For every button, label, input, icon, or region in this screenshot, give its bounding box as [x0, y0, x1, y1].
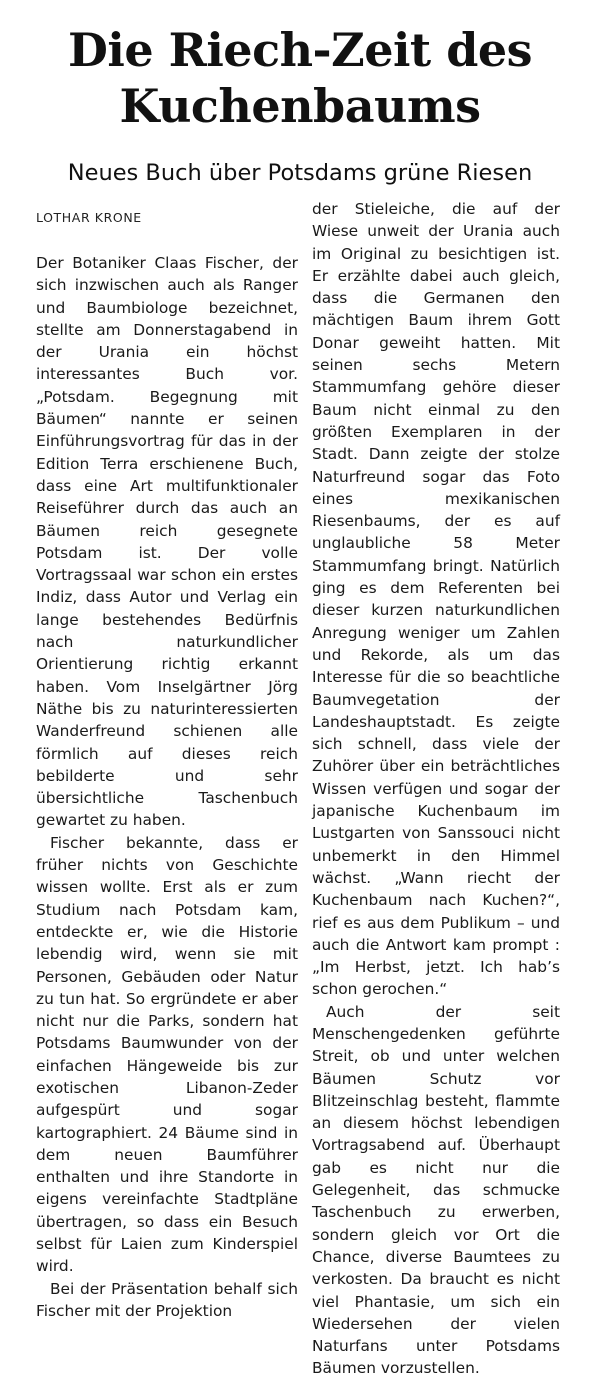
- paragraph: der Stieleiche, die auf der Wiese unweit der Urania auch im Original zu besichtigen ist. Er erzählte dabei auch gleich, dass die Germanen den mächtigen Baum ihrem Gott Donar geweiht hatten. Mit seinen sechs Metern Stammumfang gehöre dieser Baum nicht einmal zu den größten Exemplaren in der Stadt. Dann zeigte der stolze Naturfreund sogar das Foto eines mexikanischen Riesenbaums, der es auf unglaubliche 58 Meter Stammumfang bringt. Natürlich ging es dem Referenten bei dieser kurzen naturkundlichen Anregung weniger um Zahlen und Rekorde, als um das Interesse für die so beachtliche Baumvegetation der Landeshauptstadt. Es zeigte sich schnell, dass viele der Zuhörer über ein beträchtliches Wissen verfügen und sogar der japanische Kuchenbaum im Lustgarten von Sanssouci nicht unbemerkt in den Himmel wächst. „Wann riecht der Kuchenbaum nach Kuchen?“, rief es aus dem Publikum – und auch die Antwort kam prompt : „Im Herbst, jetzt. Ich hab’s schon gerochen.“: [312, 200, 560, 999]
- paragraph: Der Botaniker Claas Fischer, der sich inzwischen auch als Ranger und Baumbiologe bezeichnet, stellte am Donnerstagabend in der Urania ein höchst interessantes Buch vor. „Potsdam. Begegnung mit Bäumen“ nannte er seinen Einführungsvortrag für das in der Edition Terra erschienene Buch, dass eine Art multifunktionaler Reiseführer durch das auch an Bäumen reich gesegnete Potsdam ist. Der volle Vortragssaal war schon ein erstes Indiz, dass Autor und Verlag ein lange bestehendes Bedürfnis nach naturkundlicher Orientierung richtig erkannt haben. Vom Inselgärtner Jörg Näthe bis zu naturinteressierten Wanderfreund schienen alle förmlich auf dieses reich bebilderte und sehr übersichtliche Taschenbuch gewartet zu haben.: [36, 254, 298, 830]
- article-column-right: [312, 198, 560, 1380]
- headline: Die Riech-Zeit des Kuchenbaums: [67, 23, 533, 133]
- author-byline: LOTHAR KRONE: [36, 210, 142, 225]
- paragraph: Auch der seit Menschengedenken geführte Streit, ob und unter welchen Bäumen Schutz vor Blitzeinschlag besteht, flammte an diesem höchst lebendigen Vortragsabend auf. Überhaupt gab es nicht nur die Gelegenheit, das schmucke Taschenbuch zu erwerben, sondern gleich vor Ort die Chance, diverse Baumtees zu verkosten. Da braucht es nicht viel Phantasie, um sich ein Wiedersehen der vielen Naturfans unter Potsdams Bäumen vorzustellen.: [312, 1002, 560, 1378]
- subheadline: Neues Buch über Potsdams grüne Riesen: [67, 160, 533, 186]
- article-column-left: [36, 198, 298, 1322]
- paragraph: Fischer bekannte, dass er früher nichts von Geschichte wissen wollte. Erst als er zum Studium nach Potsdam kam, entdeckte er, wie die Historie lebendig wird, wenn sie mit Personen, Gebäuden oder Natur zu tun hat. So ergründete er aber nicht nur die Parks, sondern hat Potsdams Baumwunder von der einfachen Hängeweide bis zur exotischen Libanon-Zeder aufgespürt und sogar kartographiert. 24 Bäume sind in dem neuen Baumführer enthalten und ihre Standorte in eigens vereinfachte Stadtpläne übertragen, so dass ein Besuch selbst für Laien zum Kinderspiel wird.: [36, 833, 298, 1276]
- paragraph: Bei der Präsentation behalf sich Fischer mit der Projektion: [36, 1279, 298, 1320]
